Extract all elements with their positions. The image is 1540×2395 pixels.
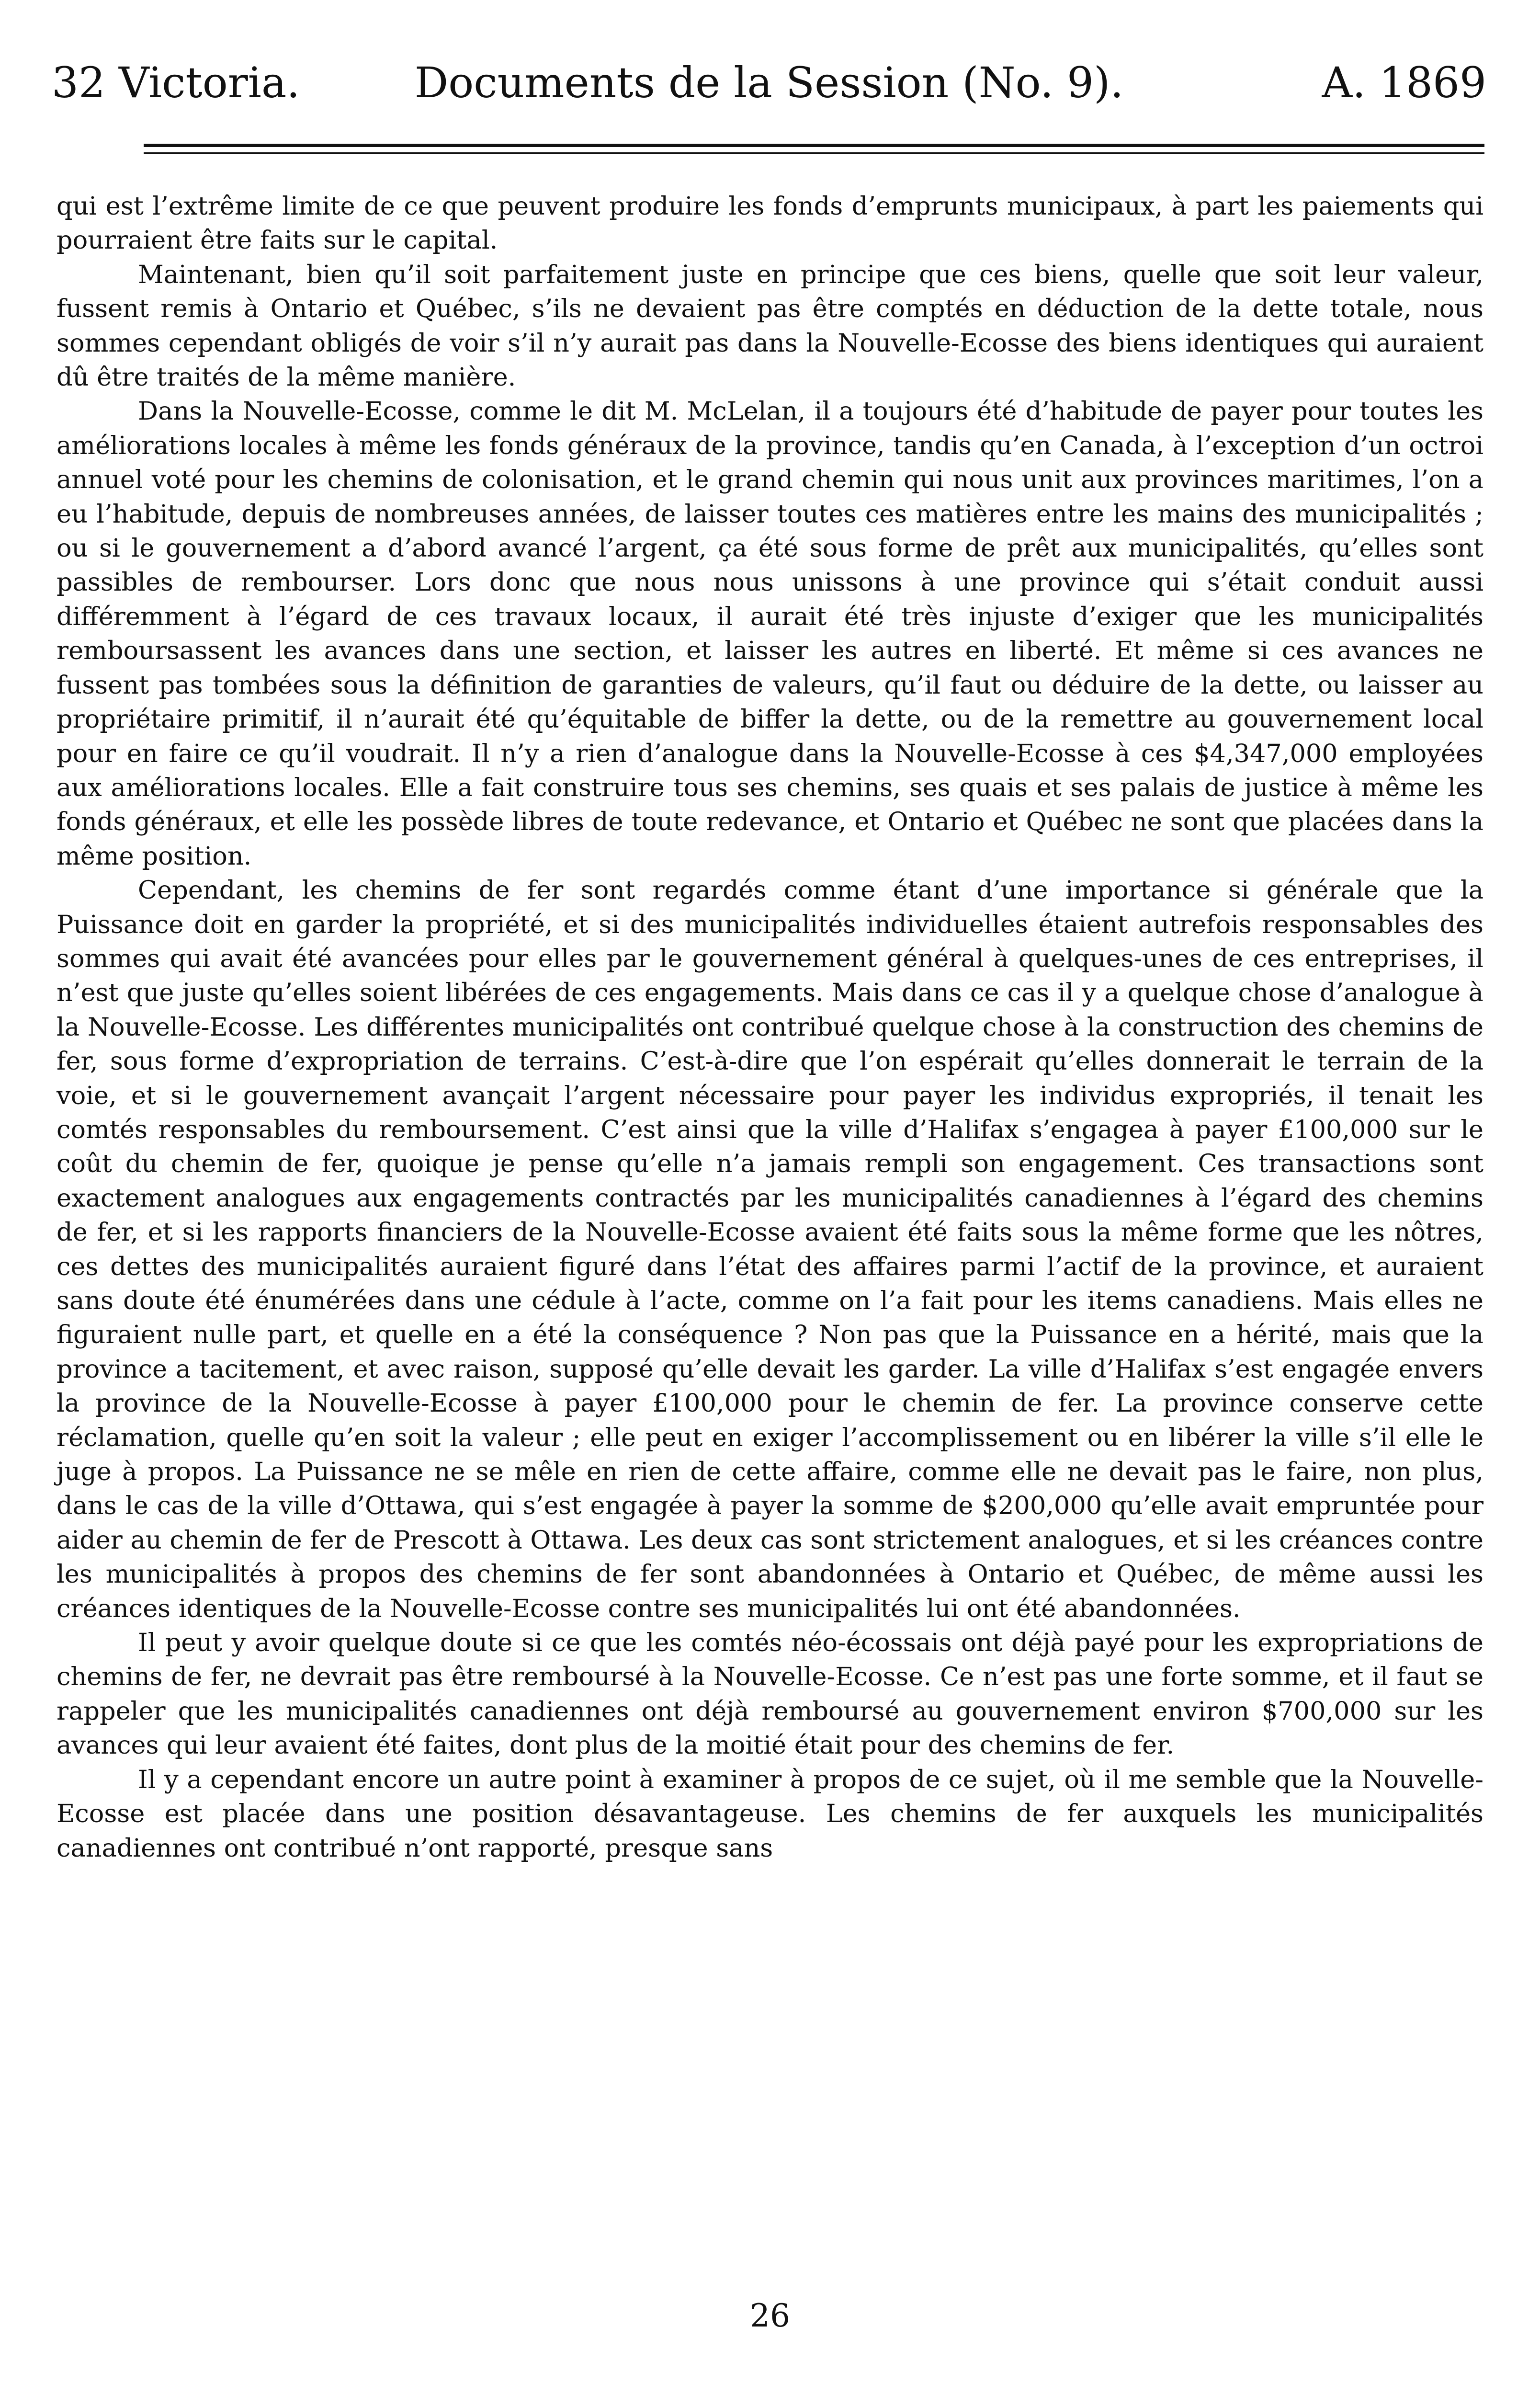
header-volume: 32 Victoria.	[52, 58, 300, 107]
paragraph: Il peut y avoir quelque doute si ce que les comtés néo-écossais ont déjà payé pour les expropriations de chemins de fer, ne devrait pas être remboursé à la Nouvelle-Ecosse. Ce n’est pas une forte somme, et il faut se rappeler que les municipalités canadiennes ont déjà remboursé au gouvernement environ $700,000 sur les avances qui leur avaient été faites, dont plus de la moitié était pour des chemins de fer.	[57, 1628, 1483, 1760]
paragraph: qui est l’extrême limite de ce que peuvent produire les fonds d’emprunts municipaux, à part les paiements qui pourraient être faits sur le capital.	[57, 192, 1483, 255]
page-header	[52, 52, 1486, 114]
paragraph: Dans la Nouvelle-Ecosse, comme le dit M. McLelan, il a toujours été d’habitude de payer pour toutes les améliorations locales à même les fonds généraux de la province, tandis qu’en Canada, à l’exception d’un octroi annuel voté pour les chemins de colonisation, et le grand chemin qui nous unit aux provinces maritimes, l’on a eu l’habitude, depuis de nombreuses années, de laisser toutes ces matières entre les mains des municipalités ; ou si le gouvernement a d’abord avancé l’argent, ça été sous forme de prêt aux municipalités, qu’elles sont passibles de rembourser. Lors donc que nous nous unissons à une province qui s’était conduit aussi différemment à l’égard de ces travaux locaux, il aurait été très injuste d’exiger que les municipalités remboursassent les avances dans une section, et laisser les autres en liberté. Et même si ces avances ne fussent pas tombées sous la définition de garanties de valeurs, qu’il faut ou déduire de la dette, ou laisser au propriétaire primitif, il n’aurait été qu’équitable de biffer la dette, ou de la remettre au gouvernement local pour en faire ce qu’il voudrait. Il n’y a rien d’analogue dans la Nouvelle-Ecosse à ces $4,347,000 employées aux améliorations locales. Elle a fait construire tous ses chemins, ses quais et ses palais de justice à même les fonds généraux, et elle les possède libres de toute redevance, et Ontario et Québec ne sont que placées dans la même position.	[57, 397, 1483, 871]
header-rule-thick	[144, 144, 1484, 147]
header-year: A. 1869	[1322, 58, 1486, 107]
paragraph: Maintenant, bien qu’il soit parfaitement juste en principe que ces biens, quelle que soit leur valeur, fussent remis à Ontario et Québec, s’ils ne devaient pas être comptés en déduction de la dette totale, nous sommes cependant obligés de voir s’il n’y aurait pas dans la Nouvelle-Ecosse des biens identiques qui auraient dû être traités de la même manière.	[57, 260, 1483, 392]
paragraph: Il y a cependant encore un autre point à examiner à propos de ce sujet, où il me semble que la Nouvelle-Ecosse est placée dans une position désavantageuse. Les chemins de fer auxquels les municipalités canadiennes ont contribué n’ont rapporté, presque sans	[57, 1765, 1483, 1863]
page-number: 26	[750, 2297, 790, 2334]
body-text	[57, 189, 1483, 1865]
header-rule-thin	[144, 152, 1484, 154]
paragraph: Cependant, les chemins de fer sont regardés comme étant d’une importance si générale que la Puissance doit en garder la propriété, et si des municipalités individuelles étaient autrefois responsables des sommes qui avait été avancées pour elles par le gouvernement général à quelques-unes de ces entreprises, il n’est que juste qu’elles soient libérées de ces engagements. Mais dans ce cas il y a quelque chose d’analogue à la Nouvelle-Ecosse. Les différentes municipalités ont contribué quelque chose à la construction des chemins de fer, sous forme d’expropriation de terrains. C’est-à-dire que l’on espérait qu’elles donnerait le terrain de la voie, et si le gouvernement avançait l’argent nécessaire pour payer les individus expropriés, il tenait les comtés responsables du remboursement. C’est ainsi que la ville d’Halifax s’engagea à payer £100,000 sur le coût du chemin de fer, quoique je pense qu’elle n’a jamais rempli son engagement. Ces transactions sont exactement analogues aux engagements contractés par les municipalités canadiennes à l’égard des chemins de fer, et si les rapports financiers de la Nouvelle-Ecosse avaient été faits sous la même forme que les nôtres, ces dettes des municipalités auraient figuré dans l’état des affaires parmi l’actif de la province, et auraient sans doute été énumérées dans une cédule à l’acte, comme on l’a fait pour les items canadiens. Mais elles ne figuraient nulle part, et quelle en a été la conséquence ? Non pas que la Puissance en a hérité, mais que la province a tacitement, et avec raison, supposé qu’elle devait les garder. La ville d’Halifax s’est engagée envers la province de la Nouvelle-Ecosse à payer £100,000 pour le chemin de fer. La province conserve cette réclamation, quelle qu’en soit la valeur ; elle peut en exiger l’accomplissement ou en libérer la ville s’il elle le juge à propos. La Puissance ne se mêle en rien de cette affaire, comme elle ne devait pas le faire, non plus, dans le cas de la ville d’Ottawa, qui s’est engagée à payer la somme de $200,000 qu’elle avait empruntée pour aider au chemin de fer de Prescott à Ottawa. Les deux cas sont strictement analogues, et si les créances contre les municipalités à propos des chemins de fer sont abandonnées à Ontario et Québec, de même aussi les créances identiques de la Nouvelle-Ecosse contre ses municipalités lui ont été abandonnées.	[57, 876, 1483, 1623]
header-title: Documents de la Session (No. 9).	[414, 58, 1124, 107]
